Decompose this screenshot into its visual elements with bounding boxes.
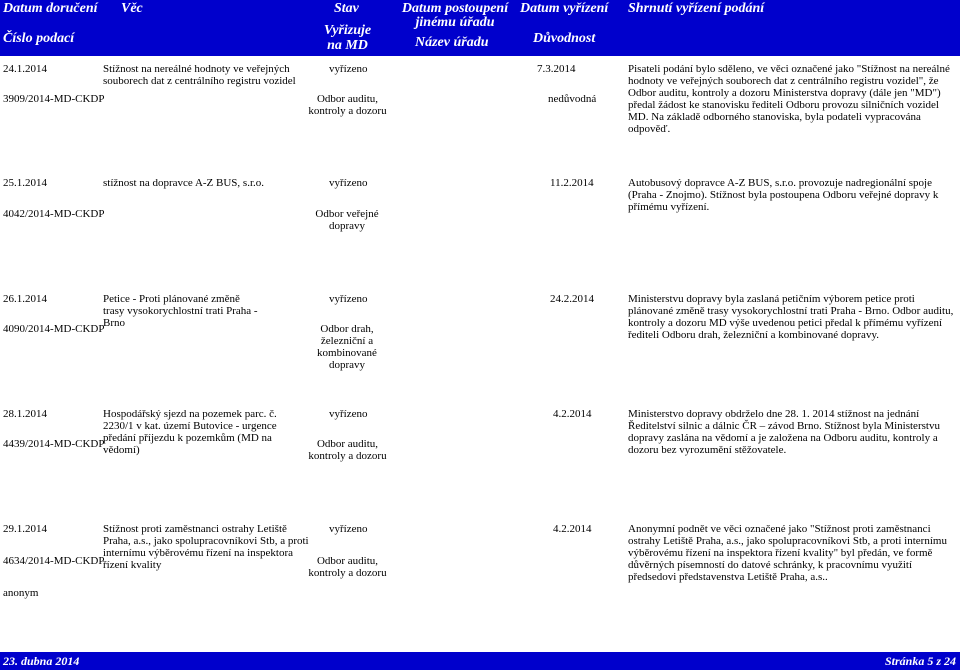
header-datum-vyrizeni: Datum vyřízení: [520, 1, 609, 16]
row-extra: anonym: [3, 587, 39, 599]
row-number: 4439/2014-MD-CKDP: [3, 438, 105, 450]
row-number: 4634/2014-MD-CKDP: [3, 555, 105, 567]
row-status: vyřízeno: [329, 293, 368, 305]
row-summary: Ministerstvu dopravy byla zaslaná petičním výborem petice proti plánované změně trasy vysokorychlostní trati Praha - Brno. Odbor auditu, kontroly a dozoru MD výše uvedenou petici předal k přímému vyřízení řediteli Odboru drah, železniční a kombinované dopravy.: [628, 293, 954, 341]
header-jinemu-uradu: jinému úřadu: [415, 15, 495, 30]
row-resolution-date: 24.2.2014: [550, 293, 594, 305]
row-subject: stížnost na dopravce A-Z BUS, s.r.o.: [103, 177, 265, 189]
row-subject: Stížnost proti zaměstnanci ostrahy Letiště Praha, a.s., jako spolupracovníkovi Stb, a proti internímu výběrovému řízení na inspektora řízení kvality: [103, 523, 309, 571]
row-subject: Hospodářský sjezd na pozemek parc. č. 2230/1 v kat. území Butovice - urgence předání příjezdu k pozemkům (MD na vědomí): [103, 408, 277, 456]
row-date: 26.1.2014: [3, 293, 47, 305]
row-resolution-date: 4.2.2014: [553, 523, 592, 535]
row-resolution-date: 4.2.2014: [553, 408, 592, 420]
row-date: 24.1.2014: [3, 63, 47, 75]
header-stav: Stav: [334, 1, 359, 16]
row-subject: Petice - Proti plánované změně trasy vysokorychlostní trati Praha - Brno: [103, 293, 258, 329]
header-vec: Věc: [121, 1, 143, 16]
header-nazev-uradu: Název úřadu: [415, 35, 489, 50]
row-status: vyřízeno: [329, 63, 368, 75]
header-datum-postoupeni: Datum postoupení: [401, 1, 509, 16]
row-summary: Pisateli podání bylo sděleno, ve věci označené jako "Stížnost na nereálné hodnoty ve veřejných souborech dat z centrálního registru vozidel", že Odbor auditu, kontroly a dozoru Ministerstva dopravy (dále jen "MD") předal žádost ke stanovisku řediteli Odboru provozu silničních vozidel MD. Na základě odborného stanoviska, byla podateli vypracována odpověď.: [628, 63, 950, 135]
row-resolution-date: 7.3.2014: [537, 63, 576, 75]
header-datum-doruceni: Datum doručení: [3, 1, 98, 16]
row-status: vyřízeno: [329, 523, 368, 535]
row-subject: Stížnost na nereálné hodnoty ve veřejných souborech dat z centrálního registru vozidel: [103, 63, 296, 87]
row-handler: Odbor auditu, kontroly a dozoru: [308, 555, 387, 579]
row-number: 3909/2014-MD-CKDP: [3, 93, 105, 105]
row-number: 4090/2014-MD-CKDP: [3, 323, 105, 335]
row-handler: Odbor veřejné dopravy: [315, 208, 379, 232]
row-summary: Anonymní podnět ve věci označené jako "Stížnost proti zaměstnanci ostrahy Letiště Praha, a.s., jako spolupracovníkovi Stb, a proti internímu výběrovému řízení na inspektora řízení kvality" byl předán, ve formě důvěrných písemností do datové schránky, k pracovnímu využití předsedovi představenstva Letiště Praha, a.s..: [628, 523, 947, 583]
row-handler: Odbor auditu, kontroly a dozoru: [308, 93, 387, 117]
footer-page-number: Stránka 5 z 24: [884, 654, 956, 668]
row-resolution-date: 11.2.2014: [550, 177, 594, 189]
row-justification: nedůvodná: [548, 93, 597, 105]
row-date: 28.1.2014: [3, 408, 47, 420]
header-shrnuti: Shrnutí vyřízení podání: [628, 1, 765, 16]
row-date: 25.1.2014: [3, 177, 47, 189]
header-vyrizuje: Vyřizuje: [323, 23, 372, 38]
row-summary: Ministerstvo dopravy obdrželo dne 28. 1. 2014 stížnost na jednání Ředitelství silnic a dálnic ČR – závod Brno. Stížnost byla Ministerstvu dopravy zaslána na vědomí a je založena na Odboru auditu, kontroly a dozoru bez vyrozumění stěžovatele.: [628, 408, 940, 456]
row-summary: Autobusový dopravce A-Z BUS, s.r.o. provozuje nadregionální spoje (Praha - Znojmo). Stížnost byla postoupena Odboru veřejné dopravy k přímému vyřízení.: [628, 177, 939, 213]
row-handler: Odbor auditu, kontroly a dozoru: [308, 438, 387, 462]
footer-date: 23. dubna 2014: [3, 654, 80, 668]
row-status: vyřízeno: [329, 177, 368, 189]
row-status: vyřízeno: [329, 408, 368, 420]
page-footer: [0, 652, 960, 670]
header-na-md: na MD: [327, 38, 368, 53]
row-number: 4042/2014-MD-CKDP: [3, 208, 105, 220]
row-date: 29.1.2014: [3, 523, 47, 535]
header-duvodnost: Důvodnost: [533, 31, 596, 46]
row-handler: Odbor drah, železniční a kombinované dopravy: [317, 323, 377, 371]
header-cislo-podaci: Číslo podací: [3, 31, 75, 46]
